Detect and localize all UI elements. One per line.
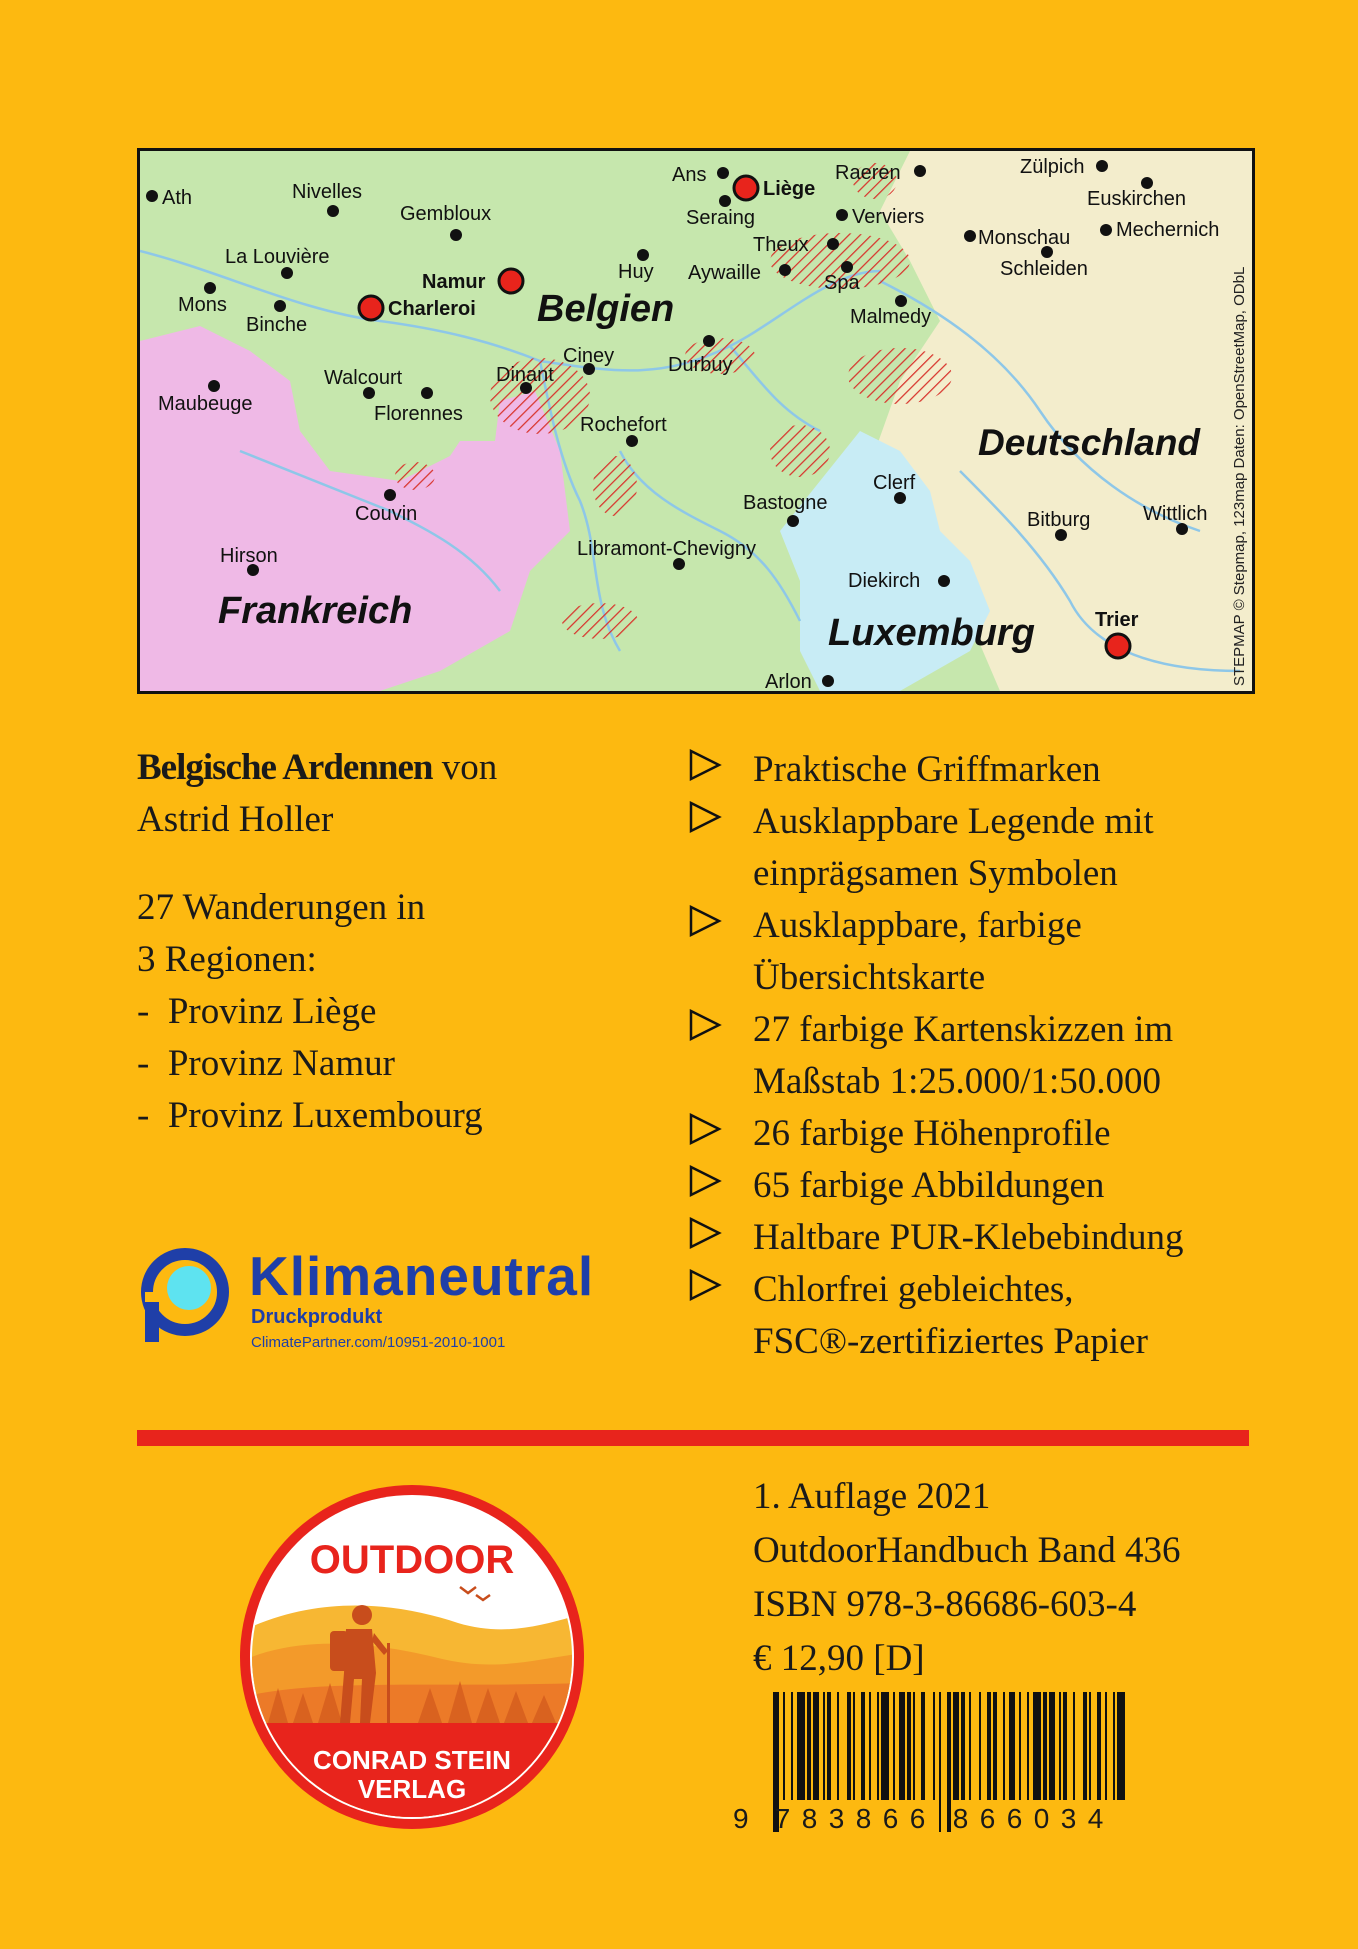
city-label: Huy [618,261,654,283]
feature-text: Praktische Griffmarken [753,749,1101,790]
feature-text: 65 farbige Abbildungen [753,1165,1105,1206]
triangle-bullet-icon [688,1212,753,1255]
feature-text: Ausklappbare, farbige [753,905,1082,946]
feature-item [688,1264,1288,1368]
barcode-bar [1083,1692,1087,1800]
barcode-bar [961,1692,965,1800]
barcode-bar [913,1692,915,1800]
barcode-bar [1049,1692,1055,1800]
feature-list [688,744,1288,1368]
city-label: Diekirch [848,570,921,592]
barcode-digit: 0 [1033,1803,1050,1834]
barcode-bar [881,1692,889,1800]
barcode-bar [791,1692,793,1800]
city-label: Raeren [835,162,901,184]
barcode-bar [783,1692,785,1800]
barcode-bar [1059,1692,1061,1800]
barcode-bar [1089,1692,1091,1800]
barcode-bar [1003,1692,1005,1800]
book-author: Astrid Holler [137,799,334,840]
city-label: La Louvière [225,246,330,268]
city-label: Maubeuge [158,393,253,415]
barcode-bar [797,1692,805,1800]
city-label: Durbuy [668,354,733,376]
book-info [137,742,657,1142]
barcode-bar [907,1692,911,1800]
city-label: Gembloux [400,203,492,225]
barcode-bar [813,1692,819,1800]
feature-item [688,796,1288,900]
barcode-digit: 3 [828,1803,845,1834]
barcode-bar [861,1692,865,1800]
barcode-bar [953,1692,959,1800]
barcode-digit: 8 [855,1803,872,1834]
feature-text: einprägsamen Symbolen [753,853,1118,894]
regions-intro-2: 3 Regionen: [137,939,317,980]
barcode-bar [853,1692,855,1800]
city-label: Florennes [374,403,463,425]
barcode-digit: 3 [1060,1803,1077,1834]
city-label: Binche [246,314,308,336]
barcode-bar [877,1692,879,1800]
city-label: Zülpich [1020,156,1085,178]
regions-intro-1: 27 Wanderungen in [137,887,426,928]
isbn: ISBN 978-3-86686-603-4 [753,1584,1137,1625]
outdoor-badge [238,1483,586,1831]
series: OutdoorHandbuch Band 436 [753,1530,1181,1571]
feature-text: Haltbare PUR-Klebebindung [753,1217,1184,1258]
country-label-luxembourg: Luxemburg [828,612,1035,654]
barcode-bar [1009,1692,1015,1800]
city-label: Aywaille [688,262,761,284]
city-label: Mons [178,294,227,316]
city-label: Liège [763,178,816,200]
barcode-bar [893,1692,895,1800]
barcode-bar [869,1692,871,1800]
map-graphic [140,151,1252,691]
barcode-bar [1063,1692,1067,1800]
triangle-bullet-icon [688,1004,753,1047]
country-label-belgium: Belgien [537,288,675,330]
city-label: Euskirchen [1087,188,1186,210]
publication-info [753,1470,1273,1686]
country-label-france: Frankreich [218,590,413,632]
triangle-bullet-icon [688,1264,753,1307]
city-label: Trier [1095,609,1139,631]
triangle-bullet-icon [688,796,753,839]
feature-text: 26 farbige Höhenprofile [753,1113,1111,1154]
barcode-bar [1073,1692,1075,1800]
country-label-germany: Deutschland [978,422,1201,463]
map-credit: STEPMAP © Stepmap, 123map Daten: OpenStreetMap, ODbL [1231,266,1248,686]
city-label: Walcourt [324,367,403,389]
city-label: Ciney [563,345,615,367]
book-by: von [441,747,498,788]
city-label: Libramont-Chevigny [577,538,756,560]
city-label: Ath [162,187,193,209]
feature-text: Übersichtskarte [753,957,986,998]
badge-publisher-line2: VERLAG [357,1774,467,1804]
city-label: Malmedy [850,306,932,328]
barcode-digits [733,1803,1133,1837]
klimaneutral-subtitle: Druckprodukt [251,1306,383,1328]
region-item: - Provinz Liège [137,991,377,1032]
barcode-bar [1019,1692,1021,1800]
barcode-digit: 6 [882,1803,899,1834]
city-label: Hirson [220,545,278,567]
barcode-digit: 6 [909,1803,926,1834]
feature-item [688,1212,1288,1264]
city-label: Charleroi [388,298,476,320]
badge-publisher-line1: CONRAD STEIN [313,1745,511,1775]
klimaneutral-url: ClimatePartner.com/10951-2010-1001 [251,1334,506,1351]
red-divider [137,1430,1249,1446]
city-label: Nivelles [292,181,363,203]
barcode-bar [1043,1692,1047,1800]
barcode-bar [987,1692,991,1800]
city-label: Arlon [765,671,812,691]
barcode-bar [823,1692,825,1800]
feature-item [688,1108,1288,1160]
barcode-digit: 8 [952,1803,969,1834]
city-label: Clerf [873,472,916,494]
barcode-bar [807,1692,811,1800]
city-label: Spa [824,272,860,294]
city-label: Seraing [686,207,755,229]
triangle-bullet-icon [688,1160,753,1203]
city-label: Mechernich [1116,219,1220,241]
city-label: Theux [753,234,809,256]
barcode-digit: 6 [1006,1803,1023,1834]
barcode-bar [899,1692,905,1800]
title-line [137,742,657,794]
city-label: Schleiden [1000,258,1088,280]
barcode-bar [1113,1692,1115,1800]
price: € 12,90 [D] [753,1638,925,1679]
barcode-bar [1033,1692,1041,1800]
barcode-bar [979,1692,981,1800]
city-label: Ans [672,164,707,186]
city-label: Rochefort [580,414,667,436]
feature-text: Chlorfrei gebleichtes, [753,1269,1074,1310]
barcode-digit: 6 [979,1803,996,1834]
barcode-digit: 4 [1087,1803,1104,1834]
edition: 1. Auflage 2021 [753,1476,991,1517]
klimaneutral-title: Klimaneutral [249,1245,595,1307]
city-label: Bitburg [1027,509,1091,531]
region-item: - Provinz Luxembourg [137,1095,483,1136]
feature-item [688,1160,1288,1212]
barcode-bar [837,1692,839,1800]
barcode-bar [933,1692,935,1800]
barcode-bar [921,1692,925,1800]
barcode-bar [969,1692,971,1800]
city-label: Monschau [978,227,1071,249]
city-label: Verviers [852,206,925,228]
triangle-bullet-icon [688,744,753,787]
feature-text: Ausklappbare Legende mit [753,801,1154,842]
climate-partner-icon [137,1246,237,1354]
region-item: - Provinz Namur [137,1043,395,1084]
barcode-bar [1097,1692,1101,1800]
city-label: Couvin [355,503,418,525]
barcode-digit: 8 [801,1803,818,1834]
triangle-bullet-icon [688,1108,753,1151]
barcode-bar [993,1692,997,1800]
feature-text: 27 farbige Kartenskizzen im [753,1009,1174,1050]
feature-item [688,1004,1288,1108]
city-label: Wittlich [1143,503,1208,525]
city-label: Namur [422,271,486,293]
barcode-digit: 9 [733,1803,749,1834]
overview-map [137,148,1255,694]
feature-text: FSC®-zertifiziertes Papier [753,1321,1148,1362]
feature-text: Maßstab 1:25.000/1:50.000 [753,1061,1162,1102]
barcode-bar [1105,1692,1107,1800]
feature-item [688,900,1288,1004]
barcode-digit: 7 [774,1803,791,1834]
book-title: Belgische Ardennen [137,747,433,788]
city-label: Bastogne [743,492,828,514]
triangle-bullet-icon [688,900,753,943]
barcode-bar [827,1692,831,1800]
city-label: Dinant [496,364,554,386]
feature-item [688,744,1288,796]
barcode-bar [847,1692,851,1800]
klimaneutral-logo [137,1246,657,1356]
badge-title: OUTDOOR [309,1538,515,1582]
barcode-bar [1027,1692,1029,1800]
barcode-bar [1117,1692,1125,1800]
